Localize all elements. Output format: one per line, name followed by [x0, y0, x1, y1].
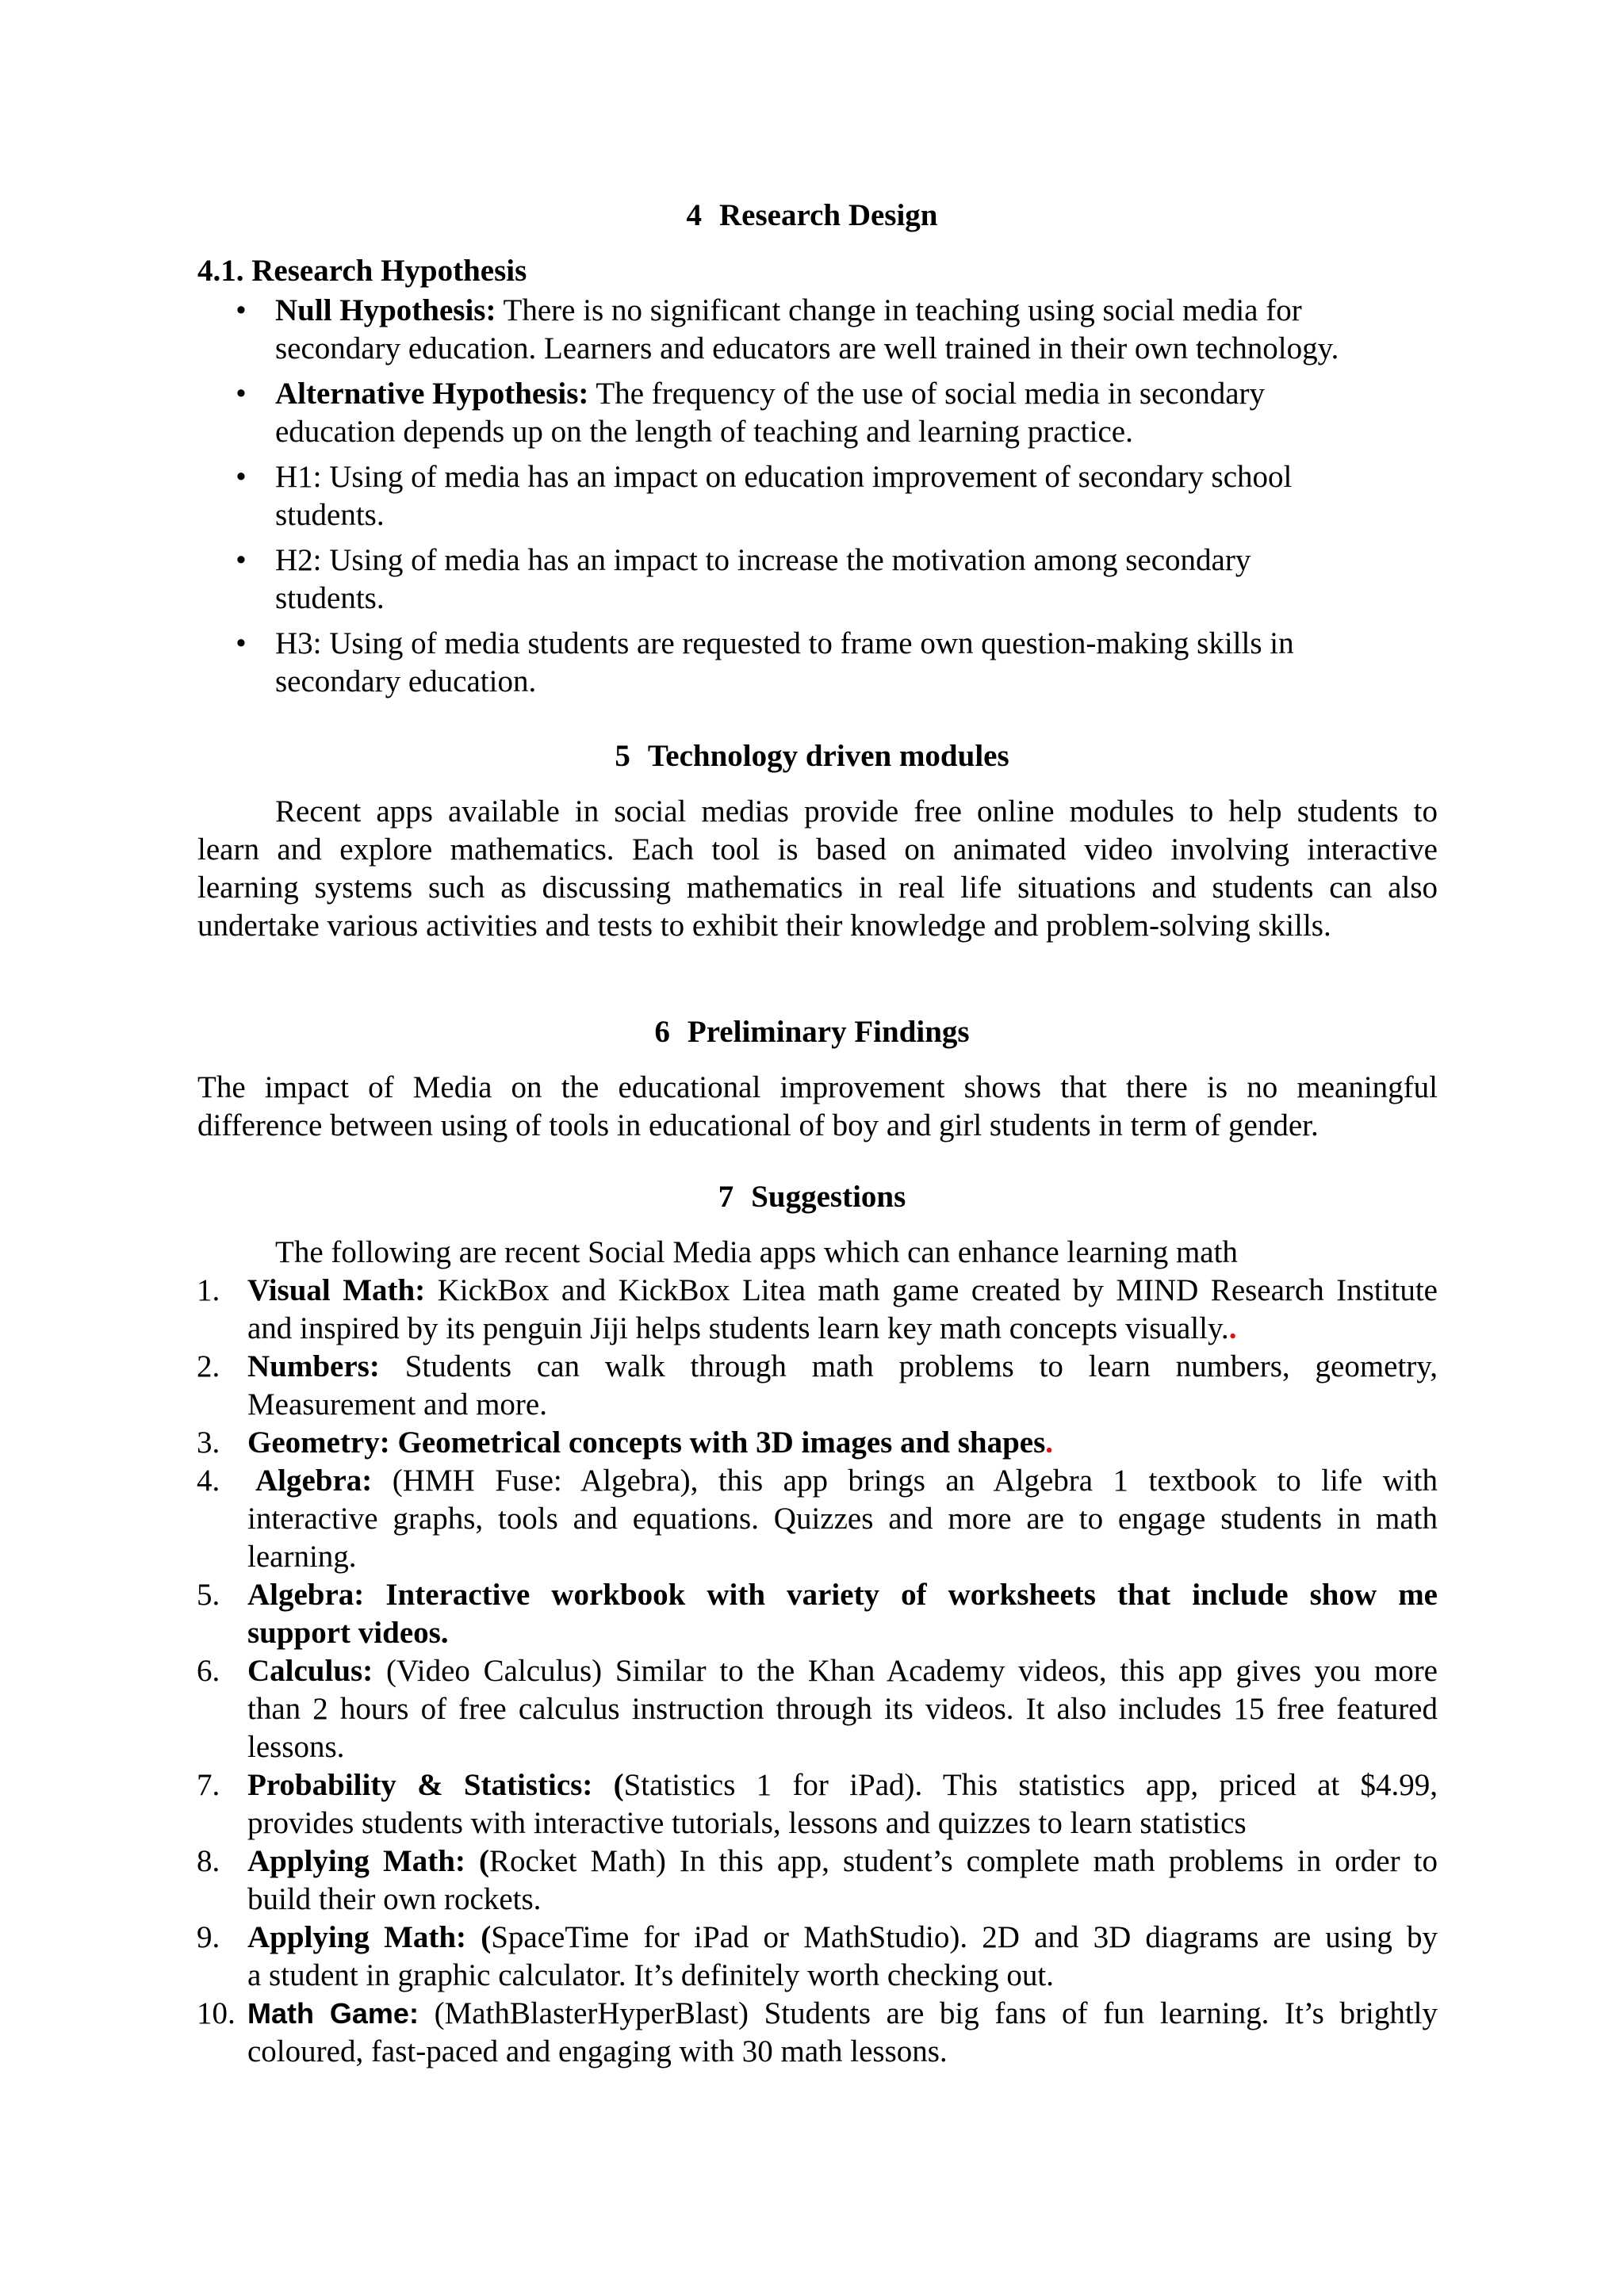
technology-paragraph [197, 793, 1438, 945]
item-label: Geometry: Geometrical concepts with 3D images and shapes [247, 1425, 1046, 1460]
section-5-title: Technology driven modules [647, 739, 1009, 773]
list-number: 8. [197, 1844, 220, 1878]
research-hypothesis-subheading: 4.1. Research Hypothesis [197, 254, 527, 288]
section-6-number: 6 [654, 1015, 670, 1049]
paragraph-line: difference between using of tools in educational of boy and girl students in term of gender. [197, 1108, 1319, 1142]
item-label: Visual Math: [247, 1273, 426, 1307]
list-number: 7. [197, 1768, 220, 1802]
suggestion-item [197, 1462, 1438, 1576]
hypothesis-bullet [236, 625, 1441, 701]
section-6-heading [0, 1013, 1624, 1051]
item-label: support videos. [247, 1616, 449, 1650]
paragraph-line: learn and explore mathematics. Each tool is based on animated video involving interactive [197, 832, 1438, 867]
item-text: learning. [247, 1540, 357, 1574]
hypothesis-bullet [236, 375, 1441, 451]
paragraph-line: learning systems such as discussing mathematics in real life situations and students can also [197, 871, 1438, 905]
section-7-number: 7 [718, 1180, 734, 1214]
item-text: build their own rockets. [247, 1882, 542, 1916]
item-text: than 2 hours of free calculus instruction through its videos. It also includes 15 free featured [247, 1692, 1438, 1726]
bullet-text: H1: Using of media has an impact on education improvement of secondary school [275, 460, 1293, 494]
findings-paragraph [197, 1069, 1438, 1145]
list-number: 9. [197, 1920, 220, 1954]
item-text: (Video Calculus) Similar to the Khan Academy videos, this app gives you more [373, 1654, 1438, 1688]
section-7-title: Suggestions [751, 1180, 906, 1214]
suggestion-item [197, 1424, 1438, 1462]
suggestions-intro: The following are recent Social Media apps which can enhance learning math [275, 1235, 1238, 1269]
bullet-text: There is no significant change in teaching using social media for [496, 293, 1302, 327]
bullet-text: The frequency of the use of social media in secondary [588, 377, 1266, 411]
item-text: SpaceTime for iPad or MathStudio). 2D and 3D diagrams are using by [491, 1920, 1438, 1954]
bullet-text: H2: Using of media has an impact to increase the motivation among secondary [275, 543, 1251, 577]
section-5-heading [0, 737, 1624, 775]
bullet-icon: • [236, 377, 247, 411]
list-number: 3. [197, 1425, 220, 1460]
item-label: Math Game: [247, 1997, 419, 2030]
item-text: lessons. [247, 1730, 345, 1764]
item-label: Algebra: Interactive workbook with variety of worksheets that include show me [247, 1578, 1438, 1612]
section-4-number: 4 [686, 198, 702, 232]
section-5-number: 5 [615, 739, 630, 773]
item-label: Numbers: [247, 1349, 380, 1383]
item-text: a student in graphic calculator. It’s definitely worth checking out. [247, 1958, 1054, 1992]
bullet-label: Alternative Hypothesis: [275, 377, 589, 411]
bullet-icon: • [236, 460, 247, 494]
bullet-text: students. [275, 581, 385, 615]
list-number: 6. [197, 1654, 220, 1688]
bullet-icon: • [236, 543, 247, 577]
section-4-heading [0, 197, 1624, 235]
item-text: coloured, fast-paced and engaging with 30 math lessons. [247, 2034, 948, 2068]
bullet-text: education depends up on the length of teaching and learning practice. [275, 415, 1133, 449]
suggestion-item [197, 1766, 1438, 1843]
suggestion-item [197, 1843, 1438, 1919]
bullet-text: H3: Using of media students are requested to frame own question-making skills in [275, 626, 1294, 660]
paragraph-line: undertake various activities and tests to exhibit their knowledge and problem-solving skills. [197, 909, 1331, 943]
suggestion-item [197, 1652, 1438, 1766]
list-number: 2. [197, 1349, 220, 1383]
suggestion-item [197, 1576, 1438, 1652]
item-label: Applying Math: ( [247, 1844, 489, 1878]
bullet-text: secondary education. Learners and educators are well trained in their own technology. [275, 331, 1339, 365]
suggestion-item [197, 1272, 1438, 1348]
item-tail: . [1228, 1311, 1237, 1345]
paragraph-line: Recent apps available in social medias provide free online modules to help students to [275, 794, 1438, 828]
item-label: Calculus: [247, 1654, 373, 1688]
suggestion-item [197, 1995, 1438, 2071]
hypothesis-bullet [236, 458, 1441, 534]
item-text: (MathBlasterHyperBlast) Students are big fans of fun learning. It’s brightly [418, 1996, 1438, 2030]
item-label: Applying Math: ( [247, 1920, 492, 1954]
section-6-title: Preliminary Findings [687, 1015, 970, 1049]
item-label: Algebra: [255, 1464, 373, 1498]
item-label: Probability & Statistics: ( [247, 1768, 624, 1802]
bullet-label: Null Hypothesis: [275, 293, 496, 327]
list-number: 1. [197, 1273, 220, 1307]
hypothesis-bullet [236, 292, 1441, 368]
item-text: interactive graphs, tools and equations. Quizzes and more are to engage students in math [247, 1502, 1438, 1536]
hypothesis-bullet [236, 541, 1441, 618]
list-number: 4. [197, 1464, 220, 1498]
item-text: (HMH Fuse: Algebra), this app brings an Algebra 1 textbook to life with [372, 1464, 1438, 1498]
suggestion-item [197, 1348, 1438, 1424]
section-4-title: Research Design [719, 198, 938, 232]
bullet-icon: • [236, 626, 247, 660]
bullet-icon: • [236, 293, 247, 327]
bullet-text: students. [275, 498, 385, 532]
item-text: and inspired by its penguin Jiji helps students learn key math concepts visually. [247, 1311, 1229, 1345]
list-number: 5. [197, 1578, 220, 1612]
item-text: Students can walk through math problems to learn numbers, geometry, [379, 1349, 1438, 1383]
item-text: Statistics 1 for iPad). This statistics app, priced at $4.99, [623, 1768, 1438, 1802]
item-tail: . [1045, 1425, 1053, 1460]
list-number: 10. [197, 1996, 236, 2030]
item-text: Rocket Math) In this app, student’s complete math problems in order to [488, 1844, 1438, 1878]
suggestion-item [197, 1919, 1438, 1995]
bullet-text: secondary education. [275, 664, 537, 698]
item-text: provides students with interactive tutorials, lessons and quizzes to learn statistics [247, 1806, 1247, 1840]
section-7-heading [0, 1178, 1624, 1216]
item-text: KickBox and KickBox Litea math game created by MIND Research Institute [425, 1273, 1438, 1307]
item-text: Measurement and more. [247, 1387, 547, 1422]
paragraph-line: The impact of Media on the educational improvement shows that there is no meaningful [197, 1070, 1438, 1104]
